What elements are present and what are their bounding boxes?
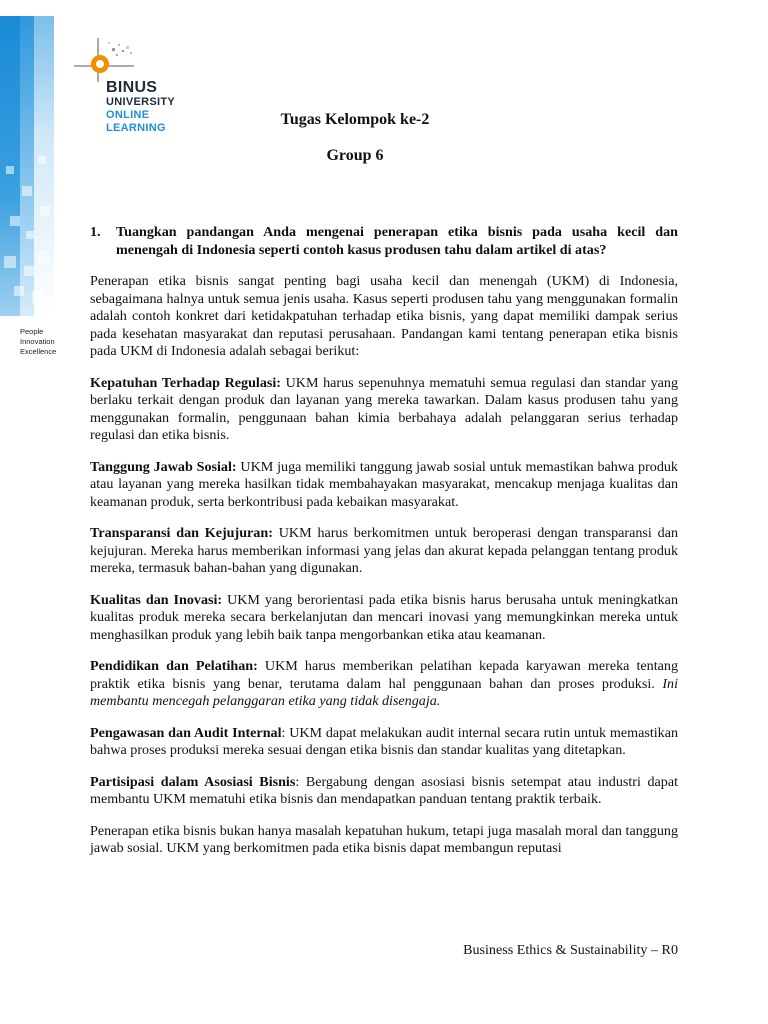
tagline — [20, 327, 56, 357]
question-number: 1. — [90, 224, 101, 240]
point-paragraph — [90, 459, 678, 512]
document-body — [90, 224, 678, 872]
point-paragraph — [90, 774, 678, 809]
logo-learning: LEARNING — [106, 122, 166, 134]
logo-university: UNIVERSITY — [106, 96, 176, 108]
point-body: : Bergabung dengan asosiasi bisnis setempat atau industri dapat membantu UKM mematuhi etika bisnis dan mendapatkan panduan tentang praktik terbaik. — [90, 773, 679, 807]
tagline-line: People — [20, 327, 44, 336]
page-subtitle: Group 6 — [326, 147, 384, 164]
page-title: Tugas Kelompok ke-2 — [280, 111, 430, 128]
point-paragraph — [90, 658, 678, 711]
point-paragraph — [90, 375, 678, 445]
closing-paragraph: Penerapan etika bisnis bukan hanya masalah kepatuhan hukum, tetapi juga masalah moral dan tanggung jawab sosial. UKM yang berkomitmen pada etika bisnis dapat membangun reputasi — [90, 822, 678, 856]
point-paragraph — [90, 592, 678, 645]
logo-wordmark: BINUS — [106, 79, 158, 96]
point-heading: Tanggung Jawab Sosial: — [90, 458, 237, 475]
point-heading: Transparansi dan Kejujuran: — [90, 525, 273, 541]
point-heading: Pengawasan dan Audit Internal — [90, 724, 282, 741]
question — [90, 224, 678, 259]
page-footer: Business Ethics & Sustainability – R0 — [463, 942, 678, 958]
point-body: : UKM dapat melakukan audit internal secara rutin untuk memastikan bahwa proses produksi mereka sesuai dengan etika bisnis dan standar kualitas yang ditetapkan. — [90, 724, 678, 758]
point-paragraph — [90, 525, 678, 578]
point-heading: Partisipasi dalam Asosiasi Bisnis — [90, 773, 296, 790]
point-body: UKM harus berkomitmen untuk beroperasi dengan transparansi dan kejujuran. Mereka harus memberikan informasi yang jelas dan akurat kepada pelanggan tentang produk mereka, termasuk bahan-bahan yang digunakan. — [90, 525, 678, 576]
point-italic-note: Ini membantu mencegah pelanggaran etika yang tidak disengaja. — [90, 675, 678, 709]
point-body: UKM harus memberikan pelatihan kepada karyawan mereka tentang praktik etika bisnis yang benar, terutama dalam hal penggunaan bahan dan proses produksi. — [90, 658, 678, 692]
point-paragraph — [90, 725, 678, 760]
point-heading: Pendidikan dan Pelatihan: — [90, 658, 258, 674]
logo-online: ONLINE — [106, 109, 150, 121]
side-decoration — [0, 16, 54, 316]
tagline-line: Excellence — [20, 347, 57, 356]
point-body: UKM juga memiliki tanggung jawab sosial untuk memastikan bahwa produk atau layanan yang mereka hasilkan tidak membahayakan masyarakat, mencakup menjaga kualitas dan keamanan produk, serta berkontribusi pada kebaikan masyarakat. — [90, 458, 678, 510]
intro-paragraph: Penerapan etika bisnis sangat penting bagi usaha kecil dan menengah (UKM) di Indonesia, sebagaimana halnya untuk semua jenis usaha. Kasus seperti produsen tahu yang menggunakan formalin adalah contoh konkret dari ketidakpatuhan terhadap etika bisnis, yang dapat memiliki dampak serius pada kesehatan masyarakat dan reputasi perusahaan. Pandangan kami tentang penerapan etika bisnis pada UKM di Indonesia adalah sebagai berikut: — [90, 273, 678, 359]
point-body: UKM yang berorientasi pada etika bisnis harus berusaha untuk meningkatkan kualitas produk mereka secara berkelanjutan dan mencari inovasi yang memungkinkan mereka untuk menghasilkan produk yang lebih baik tanpa mengorbankan etika atau keamanan. — [90, 591, 678, 643]
binus-logo-mark-icon — [74, 38, 144, 82]
tagline-line: Innovation — [20, 337, 55, 346]
question-text: Tuangkan pandangan Anda mengenai penerapan etika bisnis pada usaha kecil dan menengah di Indonesia seperti contoh kasus produsen tahu dalam artikel di atas? — [116, 224, 678, 258]
point-heading: Kualitas dan Inovasi: — [90, 591, 223, 608]
point-heading: Kepatuhan Terhadap Regulasi: — [90, 374, 281, 391]
point-body: UKM harus sepenuhnya mematuhi semua regulasi dan standar yang berlaku terkait dengan produk dan layanan yang mereka tawarkan. Dalam kasus produsen tahu yang menggunakan formalin, penggunaan bahan kimia berbahaya adalah pelanggaran serius terhadap regulasi dan etika bisnis. — [90, 374, 678, 443]
